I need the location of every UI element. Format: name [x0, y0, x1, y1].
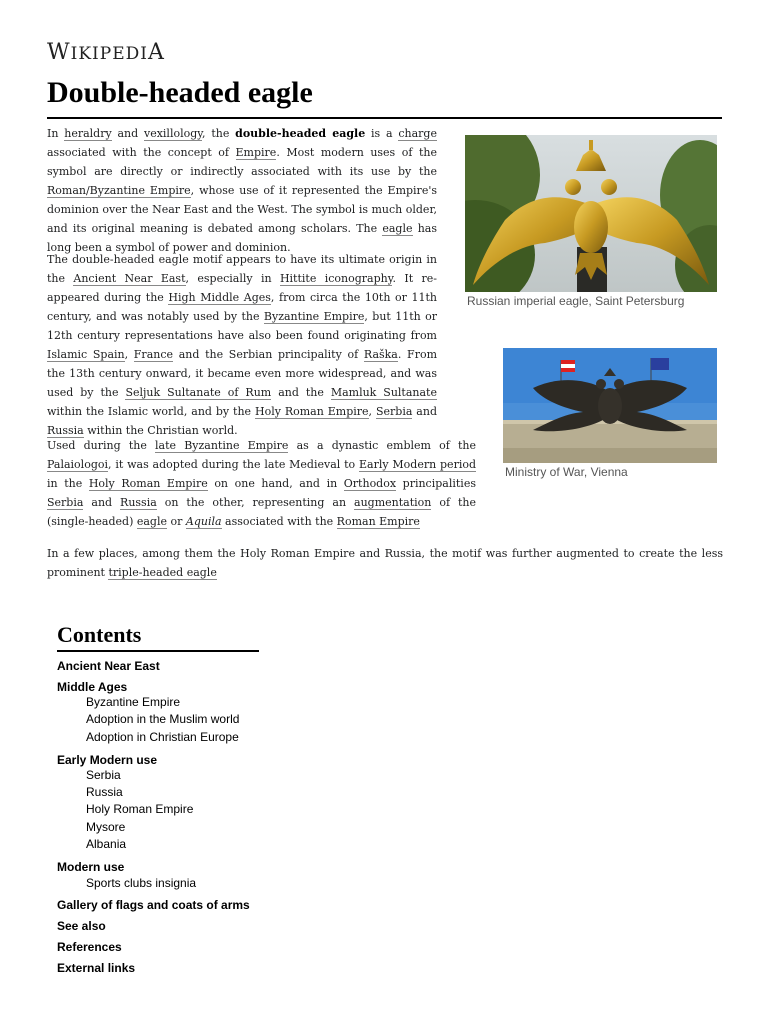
link-byzantine-empire[interactable]: Byzantine Empire — [263, 310, 365, 323]
link-russia[interactable]: Russia — [47, 424, 84, 437]
link-france[interactable]: France — [133, 348, 174, 361]
toc-subitem-mysore[interactable]: Mysore — [86, 820, 126, 834]
link-aquila[interactable]: Aquila — [185, 515, 222, 528]
link-russia-2[interactable]: Russia — [120, 496, 157, 509]
link-early-modern-period[interactable]: Early Modern period — [359, 458, 477, 471]
wikipedia-logo[interactable] — [47, 40, 165, 65]
toc-subitem-byzantine-empire[interactable]: Byzantine Empire — [86, 695, 181, 709]
toc-item-see-also[interactable]: See also — [57, 919, 106, 933]
toc-item-modern-use[interactable]: Modern use — [57, 860, 125, 874]
paragraph-late-byzantine: Used during the late Byzantine Empire as a dynastic emblem of the Palaiologoi, it was adopted during the late Medieval to Early Modern period in the Holy Roman Empire on one hand, and in Orthodox principalities Serbia and Russia on the other, representing an augmentation of the (single-headed) eagle or Aquila associated with the Roman Empire — [47, 439, 477, 528]
link-triple-headed-eagle[interactable]: triple-headed eagle — [108, 566, 217, 579]
logo-letter-a: A — [147, 40, 165, 65]
page-title: Double-headed eagle — [47, 76, 313, 109]
link-charge[interactable]: charge — [398, 127, 437, 140]
link-holy-roman-empire-2[interactable]: Holy Roman Empire — [88, 477, 208, 490]
toc-subitem-adoption-christian-europe[interactable]: Adoption in Christian Europe — [86, 730, 239, 744]
toc-item-ancient-near-east[interactable]: Ancient Near East — [57, 659, 160, 673]
paragraph-origin: The double-headed eagle motif appears to have its ultimate origin in the Ancient Near East, especially in Hittite iconography. It re-appeared during the High Middle Ages, from circa the 10th or 11th century, and was notably used by the Byzantine Empire, but 11th or 12th century representations have also been found originating from Islamic Spain, France and the Serbian principality of Raška. From the 13th century onward, it became even more widespread, and was used by the Seljuk Sultanate of Rum and the Mamluk Sultanate within the Islamic world, and by the Holy Roman Empire, Serbia and Russia within the Christian world. — [47, 253, 438, 437]
toc-item-external-links[interactable]: External links — [57, 961, 136, 975]
title-underline — [47, 117, 722, 119]
link-roman-byzantine-empire[interactable]: Roman/Byzantine Empire — [47, 184, 191, 197]
paragraph-intro: In heraldry and vexillology, the double-headed eagle is a charge associated with the concept of Empire. Most modern uses of the symbol are directly or indirectly associated with its use by the Roman/Byzantine Empire, whose use of it represented the Empire's dominion over the Near East and the West. The symbol is much older, and its original meaning is debated among scholars. The eagle has long been a symbol of power and dominion. — [47, 127, 437, 254]
link-holy-roman-empire[interactable]: Holy Roman Empire — [254, 405, 369, 418]
figure-caption: Ministry of War, Vienna — [505, 465, 628, 479]
link-serbia-2[interactable]: Serbia — [47, 496, 84, 509]
toc-item-gallery[interactable]: Gallery of flags and coats of arms — [57, 898, 250, 912]
toc-subitem-russia[interactable]: Russia — [86, 785, 123, 799]
toc-subitem-sports-clubs-insignia[interactable]: Sports clubs insignia — [86, 876, 197, 890]
toc-subitem-holy-roman-empire[interactable]: Holy Roman Empire — [86, 802, 194, 816]
figure-caption: Russian imperial eagle, Saint Petersburg — [467, 294, 685, 308]
link-high-middle-ages[interactable]: High Middle Ages — [168, 291, 271, 304]
toc-subitem-serbia[interactable]: Serbia — [86, 768, 121, 782]
logo-letters: IKIPEDI — [70, 44, 148, 64]
link-seljuk-sultanate[interactable]: Seljuk Sultanate of Rum — [125, 386, 272, 399]
contents-title: Contents — [57, 622, 142, 647]
toc-subitem-adoption-muslim-world[interactable]: Adoption in the Muslim world — [86, 712, 240, 726]
toc-subitem-albania[interactable]: Albania — [86, 837, 127, 851]
link-vexillology[interactable]: vexillology — [143, 127, 203, 140]
ministry-of-war-image[interactable] — [503, 348, 717, 463]
link-palaiologoi[interactable]: Palaiologoi — [47, 458, 109, 471]
link-augmentation[interactable]: augmentation — [354, 496, 432, 509]
toc-item-early-modern-use[interactable]: Early Modern use — [57, 753, 158, 767]
link-orthodox[interactable]: Orthodox — [343, 477, 397, 490]
link-empire[interactable]: Empire — [235, 146, 277, 159]
link-serbia[interactable]: Serbia — [375, 405, 413, 418]
figure-russian-eagle — [465, 135, 717, 308]
term-double-headed-eagle: double-headed eagle — [235, 127, 366, 140]
figure-ministry-of-war — [503, 348, 717, 479]
logo-letter-w: W — [47, 40, 71, 65]
paragraph-triple-headed: In a few places, among them the Holy Roman Empire and Russia, the motif was further augmented to create the less prominent triple-headed eagle — [47, 547, 723, 579]
link-eagle-2[interactable]: eagle — [136, 515, 167, 528]
contents-underline — [57, 650, 259, 652]
toc-item-middle-ages[interactable]: Middle Ages — [57, 680, 128, 694]
link-ancient-near-east[interactable]: Ancient Near East — [73, 272, 186, 285]
link-heraldry[interactable]: heraldry — [64, 127, 112, 140]
toc-item-references[interactable]: References — [57, 940, 122, 954]
link-hittite-iconography[interactable]: Hittite iconography — [279, 272, 393, 285]
russian-imperial-eagle-image[interactable] — [465, 135, 717, 292]
link-roman-empire[interactable]: Roman Empire — [336, 515, 420, 528]
link-mamluk-sultanate[interactable]: Mamluk Sultanate — [330, 386, 437, 399]
link-eagle[interactable]: eagle — [382, 222, 413, 235]
link-raska[interactable]: Raška — [363, 348, 398, 361]
link-islamic-spain[interactable]: Islamic Spain — [47, 348, 125, 361]
link-late-byzantine-empire[interactable]: late Byzantine Empire — [155, 439, 289, 452]
